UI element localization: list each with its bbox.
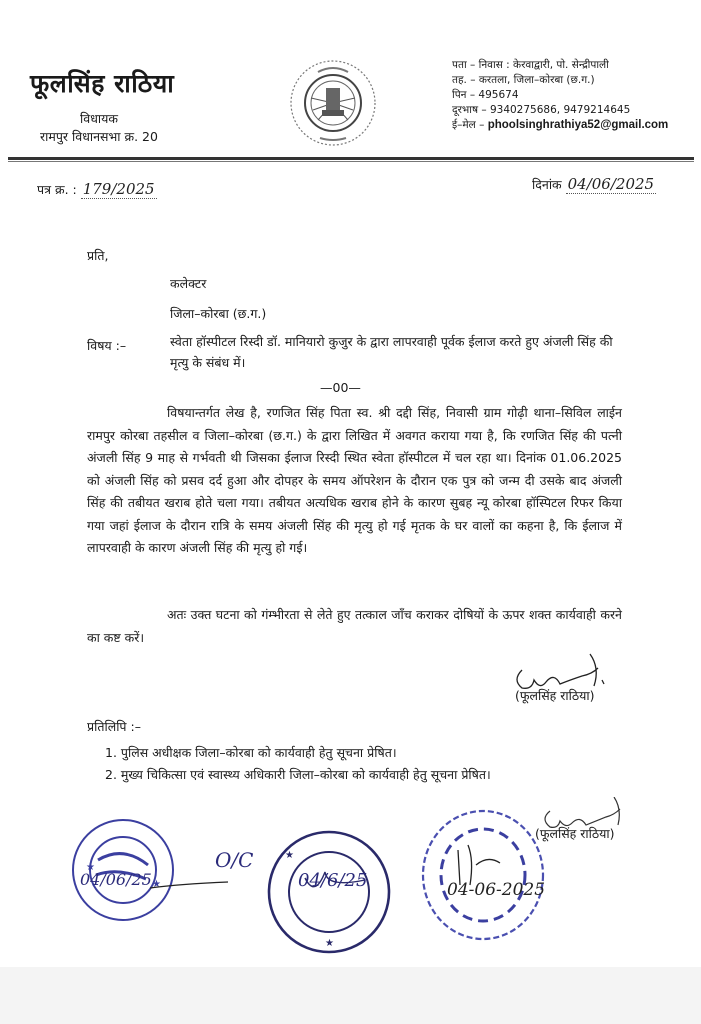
copy-to-item: 1. पुलिस अधीक्षक जिला–कोरबा को कार्यवाही हेतु सूचना प्रेषित।: [105, 745, 397, 760]
contact-block: [452, 58, 668, 133]
body-paragraph: विषयान्तर्गत लेख है, रणजित सिंह पिता स्व. श्री दद्दी सिंह, निवासी ग्राम गोढ़ी थाना–सिविल लाईन रामपुर कोरबा तहसील व जिला–कोरबा (छ.ग.) के द्वारा लिखित में अवगत कराया गया है, कि रणजित सिंह की पत्नी अंजली सिंह 9 माह से गर्भवती थी जिसका ईलाज रिस्दी स्थित स्वेता हॉस्पीटल में चल रहा था। दिनांक 01.06.2025 को अंजली सिंह को प्रसव दर्द हुआ और दोपहर के समय ऑपरेशन के दौरान एक पुत्र को जन्म दी उसके बाद अंजली सिंह की तबीयत खराब होते चला गया। तबीयत अत्यधिक खराब होने के कारण सुबह न्यू कोरबा हॉस्पिटल रिफर किया गया जहां ईलाज के दौरान रात्रि के समय अंजली सिंह की मृत्यु हो गई मृतक के घर वालों का कहना है, कि ईलाज में लापरवाही के कारण अंजली सिंह की मृत्यु हो गई।: [87, 405, 622, 555]
letter-date: [532, 175, 656, 193]
closing-paragraph: अतः उक्त घटना को गंम्भीरता से लेते हुए तत्काल जाँच कराकर दोषियों के ऊपर शक्त कार्यवाही करने का कष्ट करें।: [87, 607, 622, 645]
stamp2-handwritten-date: 04/6/25: [298, 870, 368, 891]
address-line-1: पता – निवास : केरवाद्वारी, पो. सेन्द्रीपाली: [452, 59, 609, 71]
subject-text: स्वेता हॉस्पीटल रिस्दी डॉ. मानियारो कुजुर के द्वारा लापरवाही पूर्वक ईलाज करते हुए अंजली सिंह की मृत्यु के संबंध में।: [170, 334, 613, 370]
header-divider-thin: [8, 161, 694, 162]
letter-number-label: पत्र क्र. :: [37, 182, 81, 197]
date-value: 04/06/2025: [567, 175, 655, 193]
svg-text:★: ★: [86, 862, 95, 873]
assembly-seal-icon: [288, 58, 378, 148]
pin-code: पिन – 495674: [452, 89, 519, 101]
section-separator: —00—: [320, 380, 361, 395]
district-office-stamp-icon: [265, 828, 393, 956]
phone-numbers: दूरभाष – 9340275686, 9479214645: [452, 104, 631, 116]
subject-label: विषय :–: [87, 338, 127, 353]
cmho-office-stamp-icon: [418, 805, 548, 945]
addressee-district: जिला–कोरबा (छ.ग.): [170, 306, 267, 321]
mla-name: फूलसिंह राठिया: [30, 69, 175, 98]
date-label: दिनांक: [532, 177, 566, 192]
copy-to-item: 2. मुख्य चिकित्सा एवं स्वास्थ्य अधिकारी जिला–कोरबा को कार्यवाही हेतु सूचना प्रेषित।: [105, 767, 491, 782]
letter-number-value: 179/2025: [82, 180, 155, 198]
stamp1-handwritten-date: 04/06/25: [80, 870, 152, 889]
salutation-prati: प्रति,: [87, 248, 109, 263]
stamp3-handwritten-date: 04-06-2025: [447, 880, 546, 900]
svg-text:★: ★: [285, 850, 294, 861]
letter-number: [37, 180, 157, 198]
svg-text:★: ★: [325, 938, 334, 949]
addressee-title: कलेक्टर: [170, 276, 207, 291]
designation: विधायक: [80, 111, 118, 126]
signatory-name: (फूलसिंह राठिया): [515, 688, 595, 703]
oic-note: O/C: [215, 848, 254, 872]
pen-stroke-icon: [150, 880, 230, 900]
address-line-2: तह. – करतला, जिला–कोरबा (छ.ग.): [452, 74, 595, 86]
constituency: रामपुर विधानसभा क्र. 20: [40, 129, 158, 144]
email-line: [452, 118, 668, 133]
signatory-name-copy: (फूलसिंह राठिया): [535, 826, 615, 841]
email-address: phoolsinghrathiya52@gmail.com: [487, 119, 669, 131]
header-divider: [8, 157, 694, 160]
copy-to-list: [105, 742, 491, 786]
copy-to-label: प्रतिलिपि :–: [87, 719, 141, 734]
svg-text:★: ★: [152, 879, 161, 890]
email-label: ई–मेल –: [452, 119, 488, 131]
